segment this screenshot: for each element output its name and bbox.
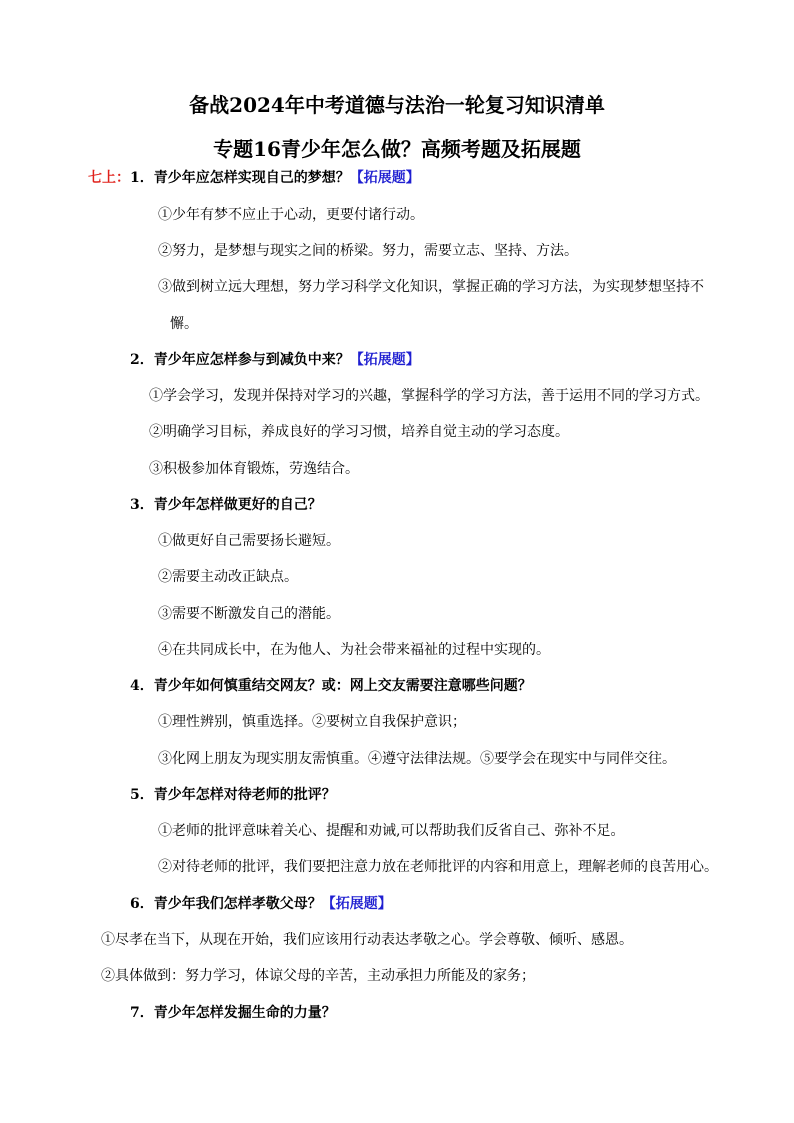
answer-item: ④在共同成长中，在为他人、为社会带来福祉的过程中实现的。 [158, 642, 550, 658]
question-text: 青少年怎样做更好的自己？ [153, 497, 322, 513]
question-4 [130, 676, 532, 696]
question-number: 6． [130, 896, 154, 912]
question-text: 青少年怎样发掘生命的力量？ [153, 1005, 336, 1021]
question-text: 青少年我们怎样孝敬父母？ [153, 896, 322, 912]
answer-item: ③做到树立远大理想，努力学习科学文化知识，掌握正确的学习方法，为实现梦想坚持不 [158, 279, 704, 295]
answer-item: ②具体做到：努力学习，体谅父母的辛苦，主动承担力所能及的家务； [101, 968, 535, 984]
question-number: 5． [130, 787, 154, 803]
answer-item: ①做更好自己需要扬长避短。 [158, 533, 340, 549]
answer-item: ①理性辨别，慎重选择。②要树立自我保护意识； [158, 714, 466, 730]
question-text: 青少年怎样对待老师的批评？ [153, 787, 336, 803]
question-7 [130, 1003, 336, 1023]
answer-item: ①尽孝在当下，从现在开始，我们应该用行动表达孝敬之心。学会尊敬、倾听、感恩。 [101, 932, 633, 948]
extension-tag: 【拓展题】 [321, 896, 392, 912]
answer-item: ③需要不断激发自己的潜能。 [158, 606, 340, 622]
document-title: 备战2024年中考道德与法治一轮复习知识清单 [189, 93, 605, 117]
answer-item: ②需要主动改正缺点。 [158, 569, 298, 585]
question-6 [130, 894, 392, 914]
question-3 [130, 495, 322, 515]
answer-item: ②明确学习目标，养成良好的学习习惯，培养自觉主动的学习态度。 [149, 424, 569, 440]
question-number: 7． [130, 1005, 154, 1021]
question-1 [88, 168, 420, 188]
answer-item: ①老师的批评意味着关心、提醒和劝诫,可以帮助我们反省自己、弥补不足。 [158, 823, 625, 839]
answer-item: 懈。 [170, 316, 198, 332]
question-2 [130, 350, 420, 370]
extension-tag: 【拓展题】 [349, 352, 420, 368]
answer-item: ②对待老师的批评，我们要把注意力放在老师批评的内容和用意上，理解老师的良苦用心。 [158, 859, 718, 875]
question-number: 2． [130, 352, 154, 368]
question-text: 青少年应怎样参与到减负中来？ [153, 352, 350, 368]
answer-item: ③化网上朋友为现实朋友需慎重。④遵守法律法规。⑤要学会在现实中与同伴交往。 [158, 751, 676, 767]
question-text: 青少年如何慎重结交网友？或：网上交友需要注意哪些问题？ [153, 678, 532, 694]
section-prefix: 七上： [88, 170, 130, 186]
extension-tag: 【拓展题】 [349, 170, 420, 186]
answer-item: ③积极参加体育锻炼，劳逸结合。 [149, 461, 359, 477]
answer-item: ②努力，是梦想与现实之间的桥梁。努力，需要立志、坚持、方法。 [158, 243, 578, 259]
question-number: 3． [130, 497, 154, 513]
question-number: 1． [130, 170, 154, 186]
question-number: 4． [130, 678, 154, 694]
document-subtitle: 专题16青少年怎么做？高频考题及拓展题 [213, 137, 581, 161]
question-5 [130, 785, 336, 805]
answer-item: ①少年有梦不应止于心动，更要付诸行动。 [158, 207, 424, 223]
answer-item: ①学会学习，发现并保持对学习的兴趣，掌握科学的学习方法，善于运用不同的学习方式。 [149, 388, 709, 404]
question-text: 青少年应怎样实现自己的梦想？ [153, 170, 350, 186]
